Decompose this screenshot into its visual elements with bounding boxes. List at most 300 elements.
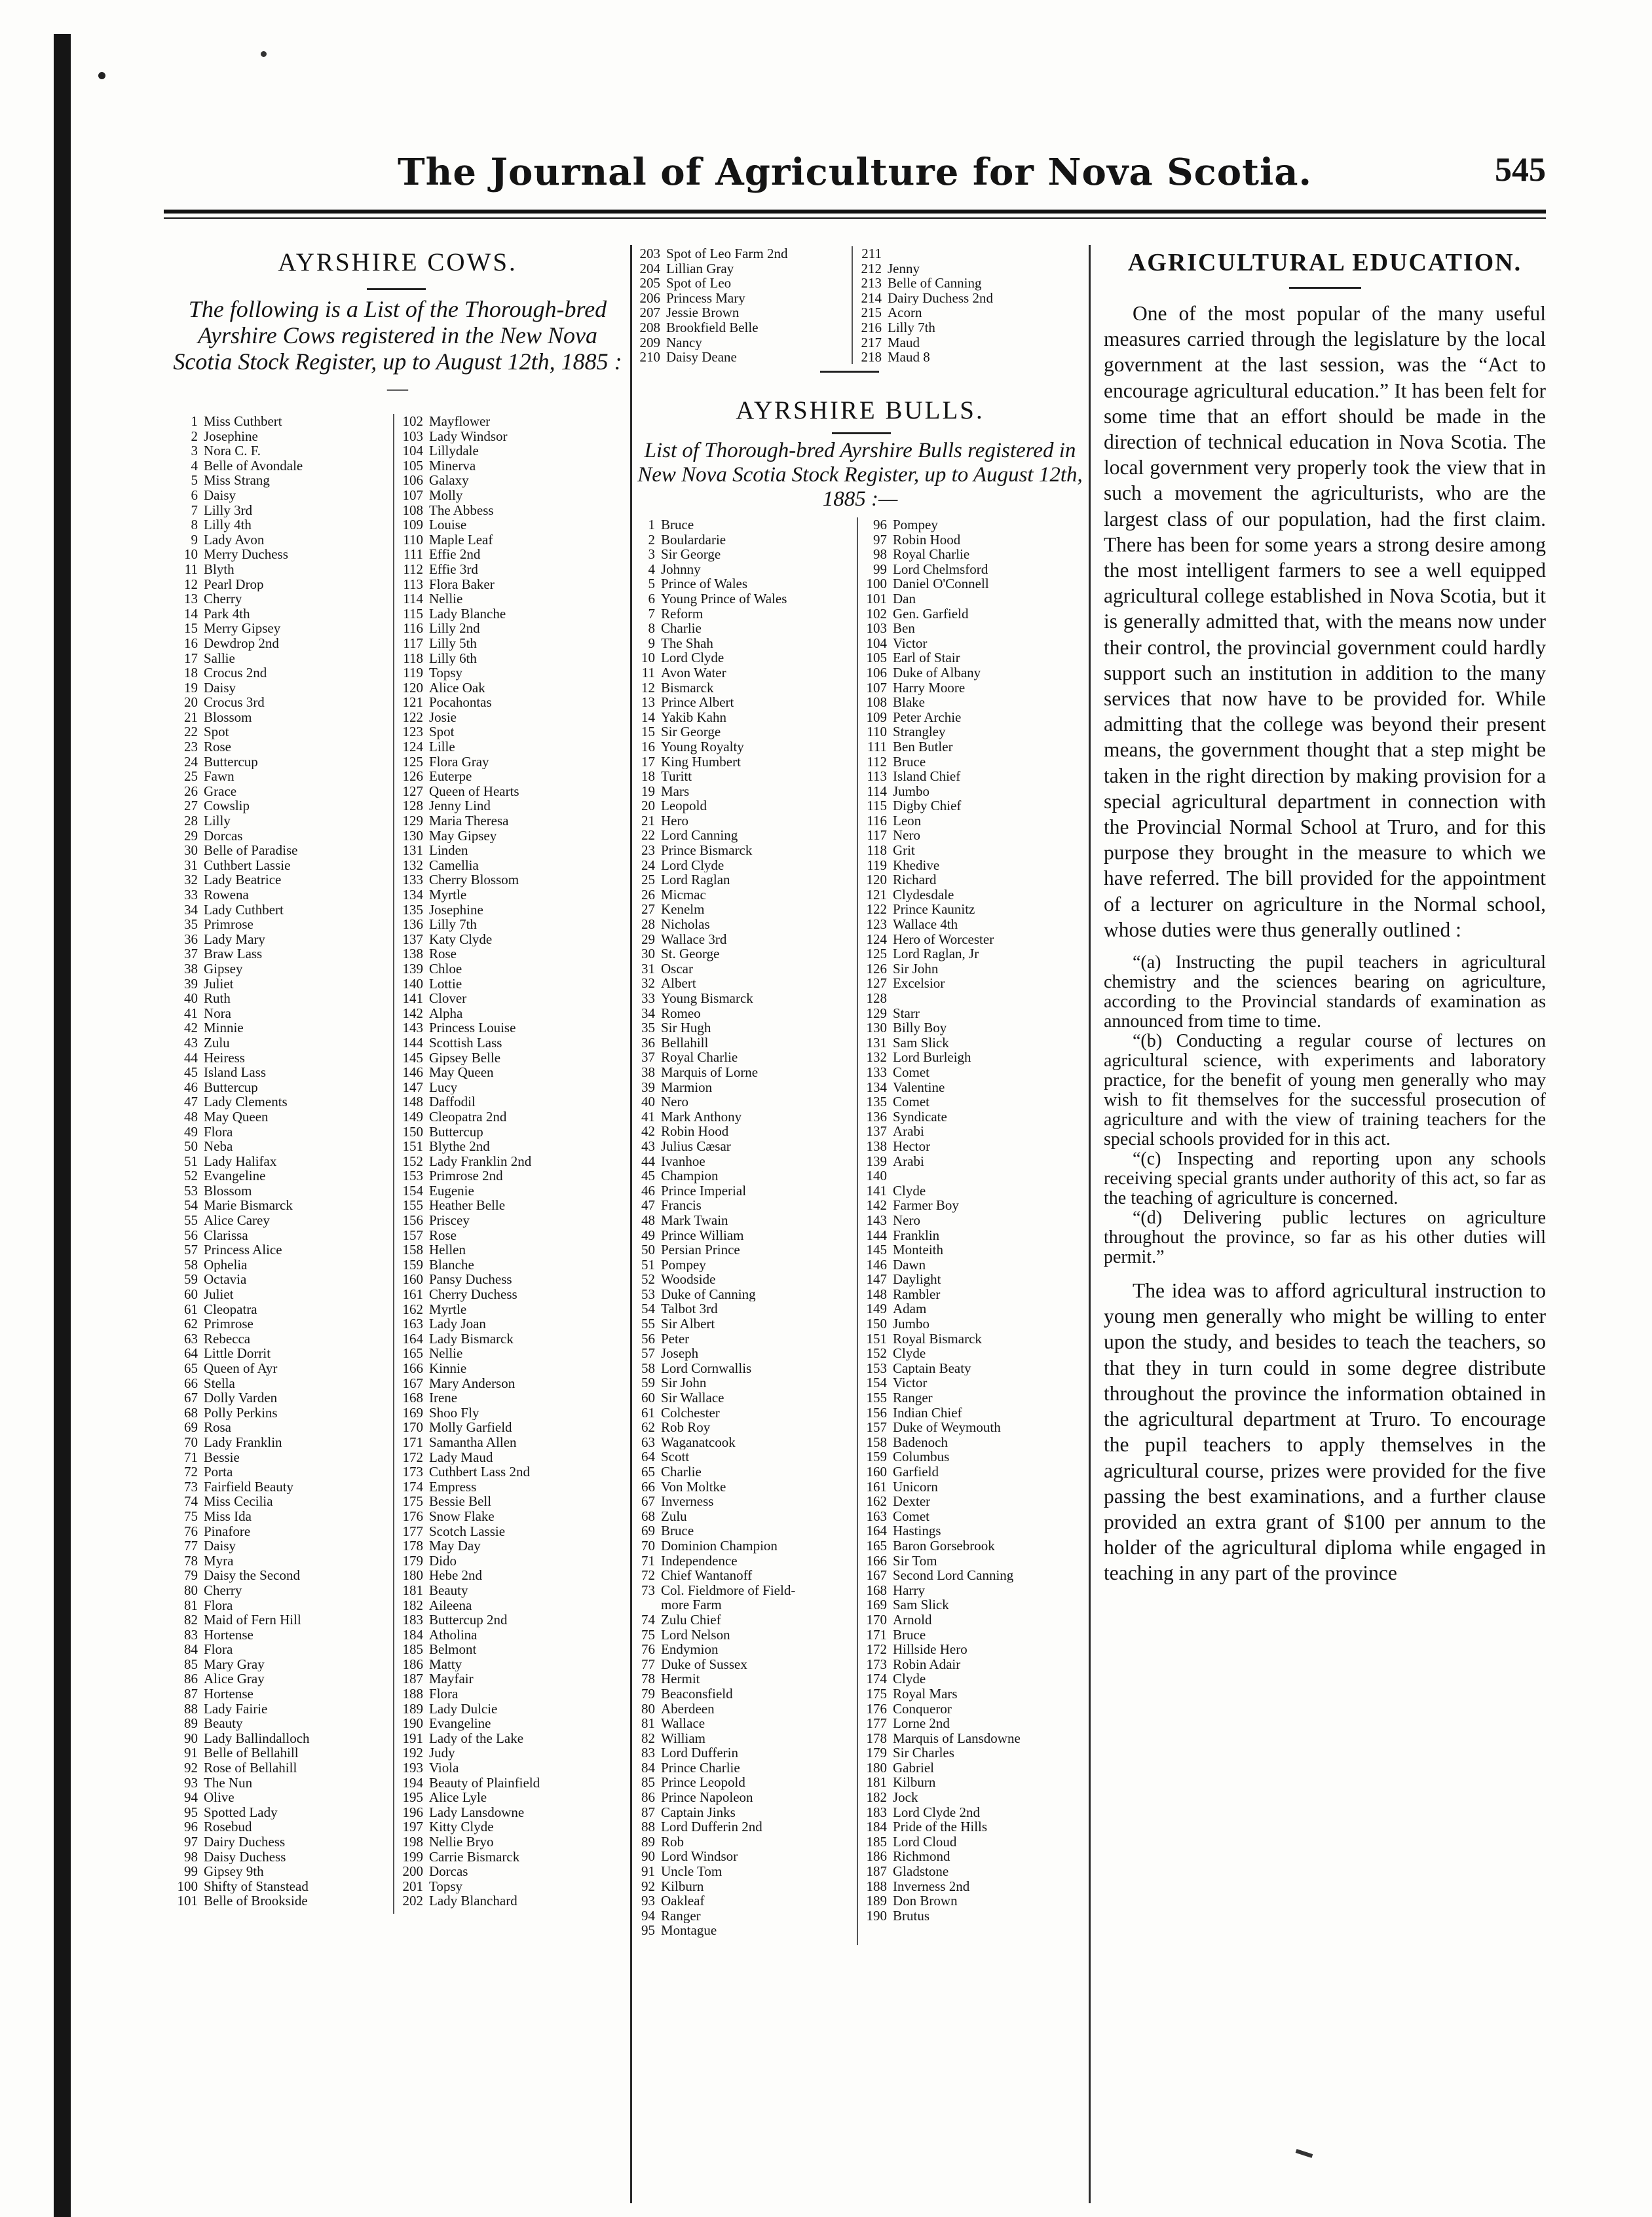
register-entry [861,1657,1087,1672]
entry-name: Polly Perkins [204,1405,278,1421]
register-entry [397,887,626,903]
entry-name: Samantha Allen [429,1434,517,1450]
register-entry [634,576,855,591]
register-entry [861,858,1087,873]
register-entry [397,1287,626,1302]
entry-name: Gen. Garfield [893,606,969,622]
register-entry [172,1702,391,1717]
register-entry [634,991,855,1006]
entry-name: Spot of Leo Farm 2nd [666,246,788,261]
entry-number: 47 [184,1094,198,1109]
entry-number: 131 [402,843,423,858]
entry-number: 177 [402,1523,423,1539]
entry-number: 23 [184,739,198,755]
entry-number: 78 [184,1553,198,1569]
register-entry [861,1494,1087,1509]
entry-name: Atholina [429,1627,478,1643]
register-entry [397,946,626,961]
entry-name: Maud 8 [888,350,930,365]
entry-number: 86 [641,1790,655,1805]
register-entry [172,651,391,666]
entry-number: 16 [184,635,198,651]
entry-number: 10 [641,650,655,665]
entry-number: 149 [402,1109,423,1125]
entry-name: Mars [661,783,690,799]
register-entry [172,1671,391,1686]
register-entry [861,1139,1087,1154]
entry-number: 101 [866,591,887,606]
entry-name: Lottie [429,976,462,992]
register-entry [861,1509,1087,1524]
entry-number: 174 [866,1671,887,1686]
entry-number: 32 [641,976,655,991]
entry-number: 187 [866,1864,887,1879]
register-entry [172,887,391,903]
entry-number: 70 [641,1538,655,1554]
entry-name: Carrie Bismarck [429,1849,520,1865]
register-entry [861,1790,1087,1805]
page-header [164,151,1546,203]
register-entry [397,532,626,548]
entry-name: Excelsior [893,976,945,991]
entry-number: 190 [402,1716,423,1731]
entry-number: 194 [402,1775,423,1791]
entry-name: Myra [204,1553,234,1569]
entry-number: 169 [402,1405,423,1421]
column-divider [630,245,632,2203]
entry-name: Topsy [429,1878,463,1894]
entry-number: 116 [867,813,887,829]
entry-number: 22 [184,724,198,740]
entry-name: Duke of Canning [661,1286,756,1302]
heading-rule [367,288,426,290]
entry-number: 49 [184,1124,198,1140]
register-entry [172,1745,391,1761]
entry-number: 54 [641,1301,655,1317]
entry-number: 51 [641,1257,655,1273]
entry-name: Dexter [893,1494,931,1509]
entry-number: 67 [184,1390,198,1406]
register-entry [634,1864,855,1879]
register-entry [861,798,1087,813]
entry-name: Hebe 2nd [429,1568,483,1583]
entry-number: 76 [641,1642,655,1657]
entry-number: 140 [402,976,423,992]
register-entry [861,636,1087,651]
entry-number: 192 [402,1745,423,1761]
register-entry [634,872,855,887]
entry-name: Kilburn [893,1775,936,1791]
entry-number: 99 [873,561,887,577]
entry-name: Lilly 6th [429,650,477,666]
entry-name: Sir Hugh [661,1020,711,1035]
register-entry [634,739,855,755]
entry-name: May Day [429,1538,481,1554]
entry-number: 87 [184,1686,198,1702]
entry-name: Dorcas [204,828,243,844]
register-entry [634,1835,855,1850]
register-entry [172,977,391,992]
register-entry [861,1183,1087,1199]
register-entry [397,1006,626,1021]
entry-number: 57 [641,1346,655,1361]
entry-name: Lord Clyde [661,650,724,665]
entry-number: 48 [184,1109,198,1125]
entry-number: 33 [641,991,655,1006]
entry-number: 48 [641,1212,655,1228]
entry-name: Bruce [893,754,926,770]
cows-heading: AYRSHIRE COWS. [278,248,517,276]
entry-name: Cuthbert Lassie [204,857,291,873]
entry-number: 170 [402,1420,423,1435]
entry-number: 147 [866,1272,887,1287]
entry-name: Buttercup [204,1079,258,1095]
journal-title: The Journal of Agriculture for Nova Scotia. [397,151,1313,194]
entry-name: Charlie [661,1464,702,1480]
entry-name: Alice Gray [204,1671,265,1687]
cows-intro: The following is a List of the Thorough-bred Ayrshire Cows registered in the New Nova Scotia Stock Register, up to August 12th, 1885 :— [173,296,622,401]
entry-name: Earl of Stair [893,650,960,665]
entry-number: 139 [402,961,423,977]
entry-number: 216 [861,320,882,335]
entry-name: Young Royalty [661,739,744,755]
entry-name: Acorn [888,305,922,320]
entry-number: 159 [402,1257,423,1273]
entry-name: Belmont [429,1642,477,1657]
register-entry [634,1449,855,1464]
entry-name: Princess Alice [204,1242,282,1258]
entry-name: Lady Lansdowne [429,1804,525,1820]
entry-name: Crocus 3rd [204,695,265,710]
register-entry [397,503,626,518]
register-entry [172,829,391,844]
entry-name: Ivanhoe [661,1153,705,1169]
register-entry [634,755,855,770]
entry-number: 175 [402,1494,423,1509]
entry-name: Nicholas [661,917,710,932]
entry-number: 68 [641,1508,655,1524]
register-entry [634,1301,855,1316]
register-entry [397,1612,626,1628]
entry-number: 94 [184,1790,198,1805]
entry-number: 95 [184,1804,198,1820]
entry-number: 85 [641,1775,655,1791]
entry-number: 44 [184,1050,198,1066]
entry-number: 26 [641,887,655,903]
register-entry [855,291,1085,306]
entry-number: 34 [641,1005,655,1021]
entry-name: Rosa [204,1420,231,1435]
register-entry [172,1139,391,1154]
register-entry [634,606,855,622]
entry-number: 195 [402,1790,423,1805]
register-entry [172,1790,391,1805]
register-entry [172,1346,391,1361]
register-entry [634,1686,855,1702]
register-entry [634,1035,855,1051]
entry-number: 198 [402,1835,423,1850]
entry-name: Rowena [204,887,249,903]
register-entry [634,1183,855,1199]
register-entry [172,1094,391,1109]
entry-name: Zulu [204,1035,230,1051]
entry-number: 150 [866,1316,887,1332]
entry-number: 202 [402,1893,423,1909]
entry-name: Molly Garfield [429,1420,512,1435]
entry-number: 85 [184,1656,198,1672]
entry-number: 80 [184,1582,198,1598]
entry-number: 42 [184,1020,198,1035]
entry-name: Harry Moore [893,680,966,696]
entry-number: 211 [861,246,882,261]
entry-number: 25 [184,769,198,784]
register-entry [397,1272,626,1287]
register-entry [634,320,850,335]
register-entry [634,532,855,548]
register-entry [172,1819,391,1835]
entry-name: Arnold [893,1612,932,1628]
entry-name: Baron Gorsebrook [893,1538,995,1554]
register-entry [172,443,391,458]
entry-number: 11 [641,665,655,680]
entry-number: 126 [402,769,423,784]
entry-name: Uncle Tom [661,1864,723,1879]
register-entry [861,1065,1087,1080]
register-entry [634,636,855,651]
entry-number: 129 [866,1005,887,1021]
entry-name: Lady Windsor [429,428,508,444]
entry-number: 212 [861,261,882,276]
entry-number: 161 [402,1287,423,1302]
entry-name: Fawn [204,769,235,784]
register-entry [861,1035,1087,1051]
register-entry [855,261,1085,276]
register-entry [861,902,1087,917]
entry-name: Strangley [893,724,946,739]
entry-name: May Gipsey [429,828,497,844]
register-entry [861,1124,1087,1139]
entry-number: 35 [641,1020,655,1035]
register-entry [861,769,1087,784]
entry-number: 181 [402,1582,423,1598]
entry-number: 168 [866,1582,887,1598]
entry-name: Pocahontas [429,695,492,710]
column-divider [1089,245,1091,2203]
entry-name: Lord Canning [661,828,738,844]
register-entry [397,1154,626,1169]
register-entry [634,1213,855,1228]
register-entry [634,276,850,291]
entry-name: Lord Clyde [661,857,724,873]
register-entry [861,872,1087,887]
education-heading: AGRICULTURAL EDUCATION. [1127,249,1522,276]
register-entry [861,1346,1087,1361]
entry-number: 73 [641,1582,655,1598]
entry-name: Buttercup [204,754,258,770]
entry-name: Gladstone [893,1864,949,1879]
register-entry [172,932,391,947]
entry-name: Cherry [204,591,242,606]
entry-name: Hero [661,813,688,829]
entry-number: 14 [641,709,655,725]
register-entry [397,1390,626,1406]
entry-number: 53 [641,1286,655,1302]
entry-name: Conqueror [893,1701,952,1717]
register-entry [634,1879,855,1894]
entry-name: Juliet [204,976,234,992]
entry-number: 64 [184,1346,198,1361]
entry-number: 2 [191,428,198,444]
entry-number: 29 [184,828,198,844]
entry-number: 96 [184,1819,198,1835]
register-entry [172,1302,391,1317]
entry-number: 25 [641,872,655,887]
entry-number: 137 [866,1124,887,1139]
entry-name: Hillside Hero [893,1642,967,1657]
entry-name: Daisy Duchess [204,1849,286,1865]
register-entry [861,843,1087,858]
register-entry [634,843,855,858]
entry-name: Billy Boy [893,1020,947,1035]
entry-name: Ben Butler [893,739,953,755]
entry-name: Victor [893,1375,928,1391]
entry-number: 24 [641,857,655,873]
register-entry [397,991,626,1006]
entry-number: 123 [402,724,423,740]
entry-number: 88 [184,1701,198,1717]
entry-name: Don Brown [893,1893,958,1909]
register-entry [634,1375,855,1390]
register-entry [634,1406,855,1421]
entry-number: 103 [402,428,423,444]
entry-name: Mark Anthony [661,1109,742,1125]
register-entry [634,1020,855,1035]
register-entry [861,1480,1087,1495]
register-entry [172,473,391,488]
register-entry [172,680,391,696]
entry-name: St. George [661,946,720,961]
entry-number: 5 [191,473,198,488]
register-entry [397,1139,626,1154]
entry-name: Captain Beaty [893,1360,971,1376]
entry-name: Lillian Gray [666,261,734,276]
entry-number: 40 [641,1094,655,1109]
register-entry [861,991,1087,1006]
entry-name: King Humbert [661,754,741,770]
register-entry [634,1583,855,1598]
entry-name: Louise [429,517,467,532]
entry-name: Chief Wantanoff [661,1568,753,1583]
entry-name: Marquis of Lorne [661,1064,759,1080]
entry-number: 65 [641,1464,655,1480]
entry-name: Island Lass [204,1065,267,1080]
entry-name: Spot [204,724,229,740]
register-entry [397,784,626,799]
entry-name: Bruce [661,1523,694,1538]
entry-name: Brutus [893,1908,930,1924]
entry-number: 115 [403,606,423,622]
entry-name: Rebecca [204,1331,251,1347]
entry-name: Jock [893,1790,918,1805]
entry-name: Fairfield Beauty [204,1479,294,1495]
register-entry [397,1213,626,1228]
register-entry [634,1509,855,1524]
entry-name: Dorcas [429,1864,468,1879]
register-entry [397,1686,626,1702]
entry-number: 188 [402,1686,423,1702]
entry-name: The Shah [661,635,713,651]
entry-number: 173 [402,1464,423,1480]
register-entry [397,473,626,488]
register-entry [634,887,855,903]
entry-number: 110 [867,724,887,739]
entry-number: 64 [641,1449,655,1464]
entry-name: Lord Nelson [661,1627,730,1643]
entry-name: Clover [429,991,467,1006]
entry-number: 59 [184,1272,198,1288]
register-entry [397,1125,626,1140]
register-entry [855,305,1085,320]
register-entry [172,636,391,651]
register-entry [397,961,626,977]
entry-name: Lord Burleigh [893,1050,971,1065]
register-entry [861,1242,1087,1258]
register-entry [397,443,626,458]
register-entry [397,1879,626,1894]
entry-name: Dominion Champion [661,1538,778,1554]
entry-number: 124 [402,739,423,755]
register-entry [634,1538,855,1554]
entry-name: Columbus [893,1449,950,1464]
entry-name: Lady Blanche [429,606,506,622]
entry-name: Miss Strang [204,473,270,488]
entry-name: Alice Carey [204,1213,270,1228]
entry-name: Primrose [204,917,253,932]
entry-name: Sir John [893,961,939,977]
entry-number: 29 [641,931,655,947]
entry-number: 155 [402,1198,423,1214]
entry-name: Heather Belle [429,1198,506,1214]
entry-number: 163 [402,1316,423,1332]
register-entry [634,1480,855,1495]
register-entry [634,1390,855,1406]
entry-name: Dewdrop 2nd [204,635,279,651]
entry-number: 217 [861,335,882,350]
entry-name: Lady Clements [204,1094,288,1109]
register-entry [634,1168,855,1183]
register-entry [861,1361,1087,1376]
register-entry [397,710,626,725]
entry-number: 56 [184,1227,198,1243]
entry-name: Kinnie [429,1361,467,1376]
register-entry [172,1125,391,1140]
register-entry [861,1050,1087,1065]
register-entry [172,1332,391,1347]
register-entry [634,798,855,813]
register-entry [397,1835,626,1850]
entry-name: Effie 2nd [429,547,481,562]
register-entry [397,1094,626,1109]
entry-name: Sir Wallace [661,1390,724,1406]
register-entry [172,1538,391,1554]
entry-name: Lady Cuthbert [204,902,284,918]
entry-name: Ruth [204,991,231,1006]
entry-number: 20 [184,695,198,710]
entry-name: The Abbess [429,502,494,518]
bulls-heading: AYRSHIRE BULLS. [736,396,985,424]
register-entry [861,917,1087,932]
register-entry [397,1538,626,1554]
